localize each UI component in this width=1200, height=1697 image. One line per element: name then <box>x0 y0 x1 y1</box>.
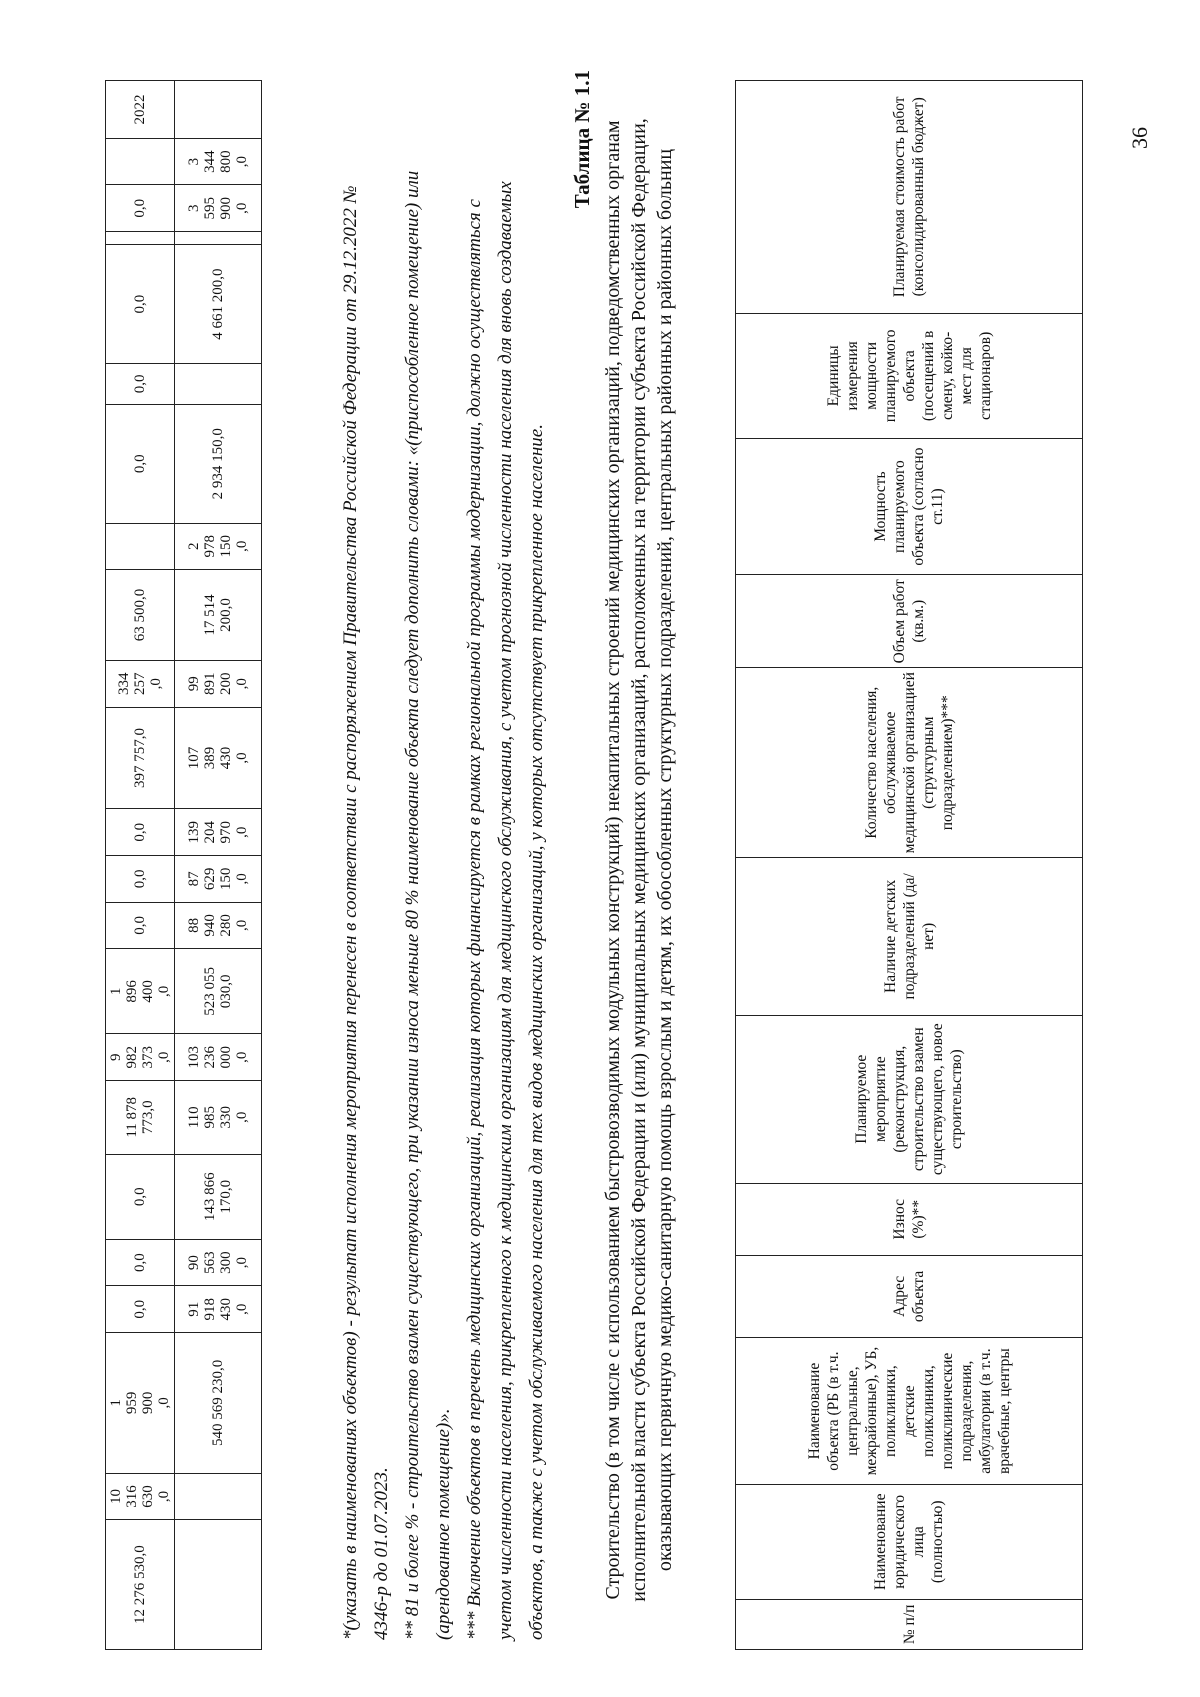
footnote-3: *** Включение объектов в перечень медицинских организаций, реализация которых финансируется в рамках региональной программы модернизации, должно осуществляться с учетом численности населения, прикрепленного к медицинским организациям для медицинского обслуживания, с учетом прогнозной численности населения для вновь создаваемых объектов, а также с учетом обслуживаемого населения для тех видов медицинских организаций, у которых отсутствует прикрепленное население. <box>464 181 547 1640</box>
column-header: Наличие детских подразделений (да/нет) <box>736 858 1083 1016</box>
table-cell: 1 959 900 ,0 <box>106 1332 175 1473</box>
table-cell: 0,0 <box>106 856 175 903</box>
table-cell: 9 982 373 ,0 <box>106 1034 175 1081</box>
table-cell: 12 276 530,0 <box>106 1520 175 1650</box>
table-title: Таблица № 1.1 <box>570 70 594 209</box>
table-cell: 2 978 150 ,0 <box>175 523 262 570</box>
table-cell: 4 661 200,0 <box>175 245 262 364</box>
table-cell: 0,0 <box>106 185 175 232</box>
column-header: Наименование юридического лица (полностью) <box>736 1484 1083 1599</box>
rotated-page-content <box>95 60 1135 1650</box>
table-cell: 87 629 150 ,0 <box>175 856 262 903</box>
column-header: Планируемое мероприятие (реконструкция, строительство взамен существующего, новое строительство) <box>736 1015 1083 1183</box>
table-cell: 397 757,0 <box>106 707 175 809</box>
column-header: Единицы измерения мощности планируемого объекта (посещений в смену, койко-мест для стационаров) <box>736 313 1083 438</box>
table-cell: 0,0 <box>106 363 175 404</box>
table-cell: 110 985 330 ,0 <box>175 1081 262 1154</box>
column-header: Планируемая стоимость работ (консолидированный бюджет) <box>736 81 1083 314</box>
table-cell: 523 055 030,0 <box>175 949 262 1034</box>
table-cell: 0,0 <box>106 1239 175 1286</box>
column-header: Адрес объекта <box>736 1255 1083 1338</box>
table-row <box>175 81 262 1650</box>
table-cell <box>106 138 175 185</box>
table-row <box>106 81 175 1650</box>
table-cell: 334 257 ,0 <box>106 660 175 707</box>
table-cell <box>106 231 175 244</box>
table-cell: 540 569 230,0 <box>175 1332 262 1473</box>
table-cell: 0,0 <box>106 1286 175 1333</box>
table-cell: 2 934 150,0 <box>175 404 262 523</box>
table-cell: 88 940 280 ,0 <box>175 902 262 949</box>
table-cell <box>106 523 175 570</box>
table-cell: 0,0 <box>106 245 175 364</box>
table-cell <box>175 81 262 139</box>
table-cell: 0,0 <box>106 902 175 949</box>
table-cell: 11 878 773,0 <box>106 1081 175 1154</box>
footnote-2: ** 81 и более % - строительство взамен существующего, при указании износа меньше 80 % наименование объекта следует дополнить словами: «(приспособленное помещение) или (арендованное помещение)». <box>402 170 454 1640</box>
table-cell: 107 389 430 ,0 <box>175 707 262 809</box>
table-cell: 91 918 430 ,0 <box>175 1286 262 1333</box>
table-cell: 10 316 630 ,0 <box>106 1473 175 1520</box>
table-cell: 99 891 200 ,0 <box>175 660 262 707</box>
footnote-1: *(указать в наименованиях объектов) - результат исполнения мероприятия перенесен в соответствии с распоряжением Правительства Российской Федерации от 29.12.2022 № 4346-р до 01.07.2023. <box>340 185 392 1640</box>
table-cell: 0,0 <box>106 404 175 523</box>
table-cell: 3 344 800 ,0 <box>175 138 262 185</box>
column-header: Количество населения, обслуживаемое медицинской организацией (структурным подразделением)*** <box>736 668 1083 858</box>
column-header: № п/п <box>736 1599 1083 1649</box>
table-cell: 143 866 170,0 <box>175 1154 262 1239</box>
table-cell <box>175 231 262 244</box>
financing-table-continued <box>105 80 262 1650</box>
table-cell <box>175 363 262 404</box>
column-header: Наименование объекта (РБ (в т.ч. центральные, межрайонные), УБ, поликлиники, детские поликлиники, поликлинические подразделения, амбулатории (в т.ч. врачебные, центры <box>736 1338 1083 1485</box>
column-header: Объем работ (кв.м.) <box>736 575 1083 668</box>
table-cell <box>175 1520 262 1650</box>
table-cell: 0,0 <box>106 809 175 856</box>
table-cell: 90 563 300 ,0 <box>175 1239 262 1286</box>
table-cell: 17 514 200,0 <box>175 570 262 661</box>
column-header: Износ (%)** <box>736 1183 1083 1255</box>
table-cell: 139 204 970 ,0 <box>175 809 262 856</box>
construction-table-header <box>735 80 1083 1650</box>
table-cell: 103 236 000 ,0 <box>175 1034 262 1081</box>
table-cell: 3 595 900 ,0 <box>175 185 262 232</box>
column-header: Мощность планируемого объекта (согласно ст.11) <box>736 439 1083 575</box>
footnotes <box>335 140 552 1640</box>
table-cell: 1 896 400 ,0 <box>106 949 175 1034</box>
table-description: Строительство (в том числе с использованием быстровозводимых модульных конструкций) некапитальных строений медицинских организаций, подведомственных органам исполнительной власти субъекта Российской Федерации и (или) муниципальных медицинских организаций, расположенных на территории субъекта Российской Федерации, оказывающих первичную медико-санитарную помощь взрослым и детям, их обособленных структурных подразделений, центральных районных и районных больниц <box>602 118 676 1602</box>
table-cell: 2022 <box>106 81 175 139</box>
table-cell: 63 500,0 <box>106 570 175 661</box>
table-cell <box>175 1473 262 1520</box>
page-number: 36 <box>1127 127 1152 149</box>
table-cell: 0,0 <box>106 1154 175 1239</box>
